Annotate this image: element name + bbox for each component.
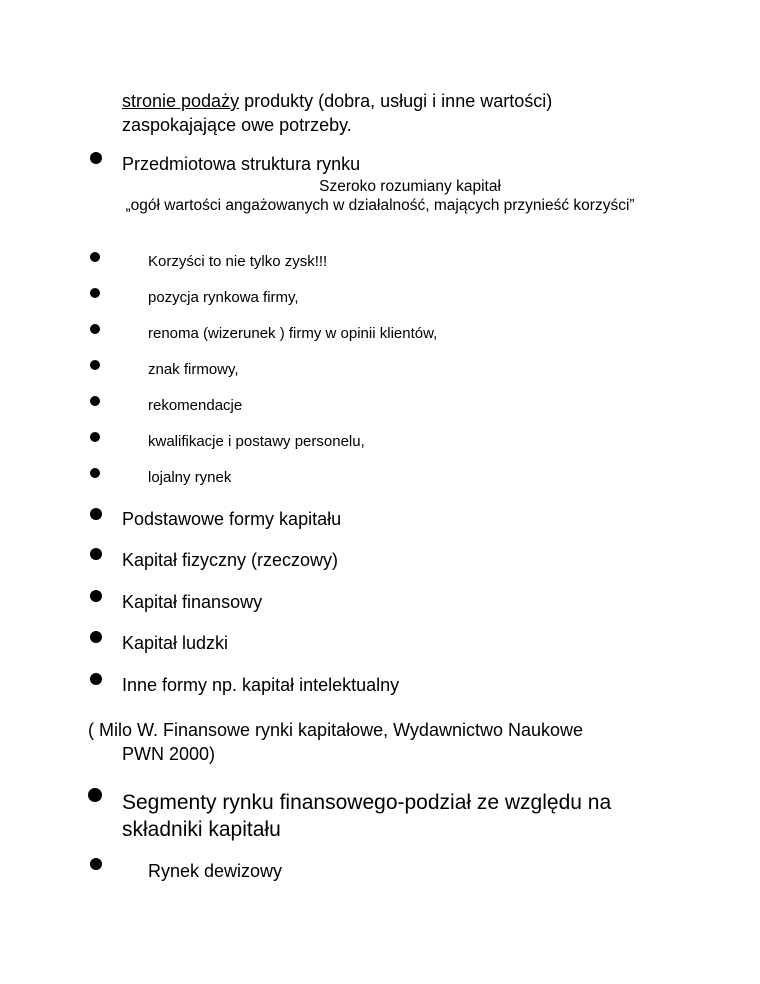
citation-line-1: ( Milo W. Finansowe rynki kapitałowe, Wydawnictwo Naukowe — [88, 720, 584, 740]
intro-line-1 — [122, 89, 552, 113]
benefit-item: znak firmowy, — [148, 361, 239, 378]
last-item: Rynek dewizowy — [148, 861, 283, 881]
capital-form-item: Inne formy np. kapitał intelektualny — [122, 675, 400, 695]
bullet-icon — [90, 252, 100, 262]
benefit-item: lojalny rynek — [148, 469, 232, 486]
benefit-item: rekomendacje — [148, 397, 243, 414]
bullet-icon — [90, 396, 100, 406]
bullet-icon — [90, 673, 102, 685]
benefit-item: kwalifikacje i postawy personelu, — [148, 433, 365, 450]
subject-structure-heading: Przedmiotowa struktura rynku — [122, 154, 361, 174]
capital-definition: „ogół wartości angażowanych w działalność, mających przynieść korzyści” — [125, 197, 635, 214]
bullet-icon — [90, 360, 100, 370]
bullet-icon — [90, 468, 100, 478]
intro-line-1-rest: produkty (dobra, usługi i inne wartości) — [239, 91, 553, 111]
benefit-item: pozycja rynkowa firmy, — [148, 289, 299, 306]
segments-line-2: składniki kapitału — [122, 818, 281, 841]
capital-form-item: Kapitał ludzki — [122, 633, 229, 653]
bullet-icon — [90, 324, 100, 334]
segments-line-1: Segmenty rynku finansowego-podział ze względu na — [122, 791, 612, 814]
bullet-icon — [90, 548, 102, 560]
citation-line-2: PWN 2000) — [122, 744, 216, 764]
capital-form-item: Podstawowe formy kapitału — [122, 509, 342, 529]
intro-line-2: zaspokajające owe potrzeby. — [122, 115, 352, 135]
bullet-icon — [90, 631, 102, 643]
benefit-item: Korzyści to nie tylko zysk!!! — [148, 253, 328, 270]
bullet-icon — [90, 432, 100, 442]
bullet-icon — [90, 858, 102, 870]
benefit-item: renoma (wizerunek ) firmy w opinii klientów, — [148, 325, 438, 342]
bullet-icon — [90, 288, 100, 298]
bullet-icon — [88, 788, 102, 802]
capital-form-item: Kapitał finansowy — [122, 592, 263, 612]
bullet-icon — [90, 590, 102, 602]
capital-heading: Szeroko rozumiany kapitał — [319, 178, 501, 195]
bullet-icon — [90, 152, 102, 164]
bullet-icon — [90, 508, 102, 520]
capital-form-item: Kapitał fizyczny (rzeczowy) — [122, 550, 339, 570]
intro-underlined-text: stronie podaży — [122, 91, 240, 111]
